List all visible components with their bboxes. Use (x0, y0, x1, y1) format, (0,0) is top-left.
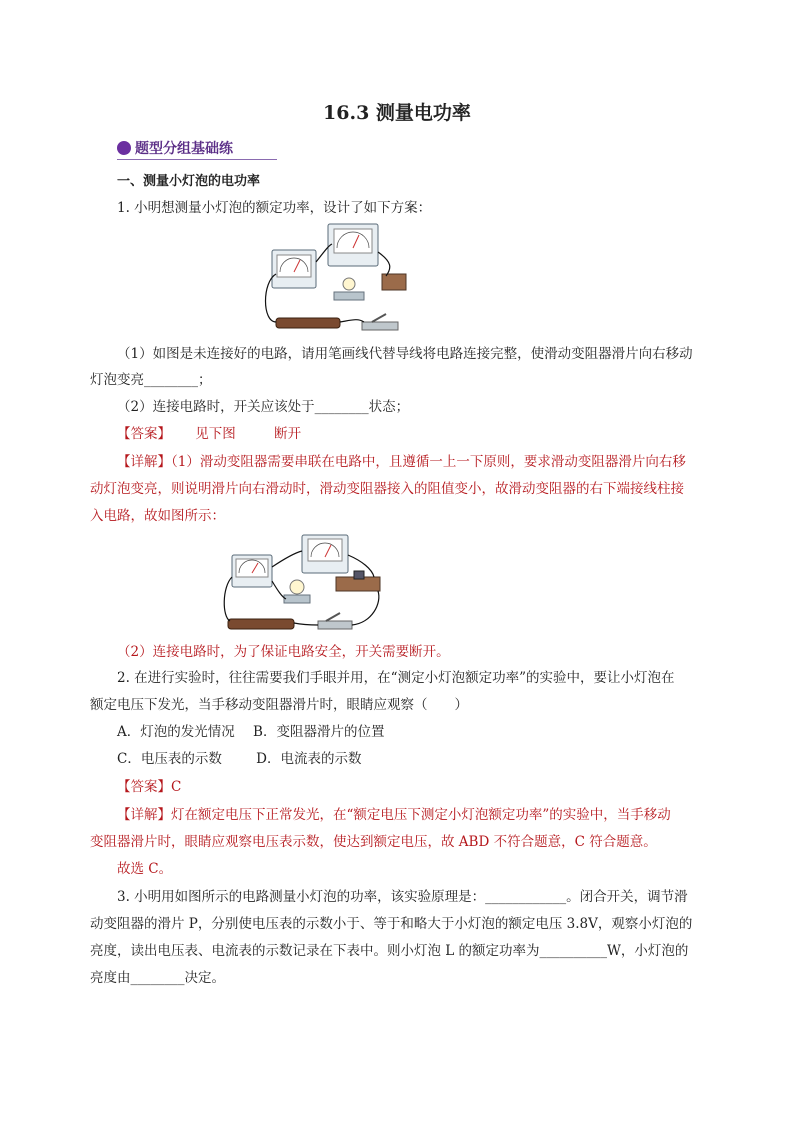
q3-line-b: 动变阻器的滑片 P，分别使电压表的示数小于、等于和略大于小灯泡的额定电压 3.8V，观察小灯泡的 (90, 916, 693, 932)
q3-line-a: 3. 小明用如图所示的电路测量小灯泡的功率，该实验原理是：____________。闭合开关，调节滑 (117, 889, 688, 905)
circuit-figure-1 (262, 222, 408, 338)
circuit-figure-2 (222, 533, 386, 633)
page-title: 16.3 测量电功率 (323, 102, 471, 124)
detail-label: 【详解】 (117, 454, 171, 470)
q1-detail-line-d: （2）连接电路时，为了保证电路安全，开关需要断开。 (117, 644, 450, 660)
q2-detail-line-b: 变阻器滑片时，眼睛应观察电压表示数，使达到额定电压，故 ABD 不符合题意，C 符合题意。 (90, 834, 657, 850)
q2-options-row-1 (117, 719, 384, 745)
q1-detail-line-c: 入电路，故如图所示： (90, 508, 225, 524)
q1-part2: （2）连接电路时，开关应该处于________状态； (117, 399, 410, 415)
q3-line-d: 亮度由________决定。 (90, 970, 225, 986)
q3-line-c: 亮度，读出电压表、电流表的示数记录在下表中。则小灯泡 L 的额定功率为__________W，小灯泡的 (90, 943, 689, 959)
detail-text: （1）滑动变阻器需要串联在电路中，且遵循一上一下原则，要求滑动变阻器滑片向右移 (171, 454, 686, 470)
answer-1: 见下图 (195, 426, 236, 442)
option-b: B．变阻器滑片的位置 (253, 724, 385, 740)
answer-2: 断开 (274, 426, 302, 442)
q2-detail-line-a (117, 802, 671, 828)
section-tag (117, 137, 277, 160)
q2-options-row-2 (117, 746, 361, 772)
detail-text: 灯在额定电压下正常发光，在“额定电压下测定小灯泡额定功率”的实验中，当手移动 (171, 807, 671, 823)
q1-answer (117, 421, 301, 447)
q1-part1-line-a: （1）如图是未连接好的电路，请用笔画线代替导线将电路连接完整，使滑动变阻器滑片向右移动 (117, 346, 693, 362)
answer-label: 【答案】 (117, 426, 171, 442)
section-tag-label: 题型分组基础练 (135, 141, 233, 157)
answer-value: C (171, 779, 182, 795)
q1-detail-line-a (117, 449, 686, 475)
q1-part1-line-b: 灯泡变亮________； (90, 372, 212, 388)
detail-label: 【详解】 (117, 807, 171, 823)
option-c: C．电压表的示数 (117, 751, 222, 767)
answer-label: 【答案】 (117, 779, 171, 795)
q1-stem: 1. 小明想测量小灯泡的额定功率，设计了如下方案： (117, 200, 432, 216)
q1-detail-line-b: 动灯泡变亮，则说明滑片向右滑动时，滑动变阻器接入的阻值变小，故滑动变阻器的右下端接线柱接 (90, 481, 684, 497)
option-a: A．灯泡的发光情况 (117, 724, 235, 740)
bullet-dot-icon (117, 141, 131, 155)
option-d: D．电流表的示数 (256, 751, 362, 767)
q2-detail-line-c: 故选 C。 (117, 861, 173, 877)
q2-stem-b: 额定电压下发光，当手移动变阻器滑片时，眼睛应观察（ ） (90, 697, 468, 713)
subheading: 一、测量小灯泡的电功率 (117, 174, 261, 189)
q2-stem-a: 2. 在进行实验时，往往需要我们手眼并用，在“测定小灯泡额定功率”的实验中，要让小灯泡在 (117, 670, 675, 686)
q2-answer (117, 774, 181, 800)
